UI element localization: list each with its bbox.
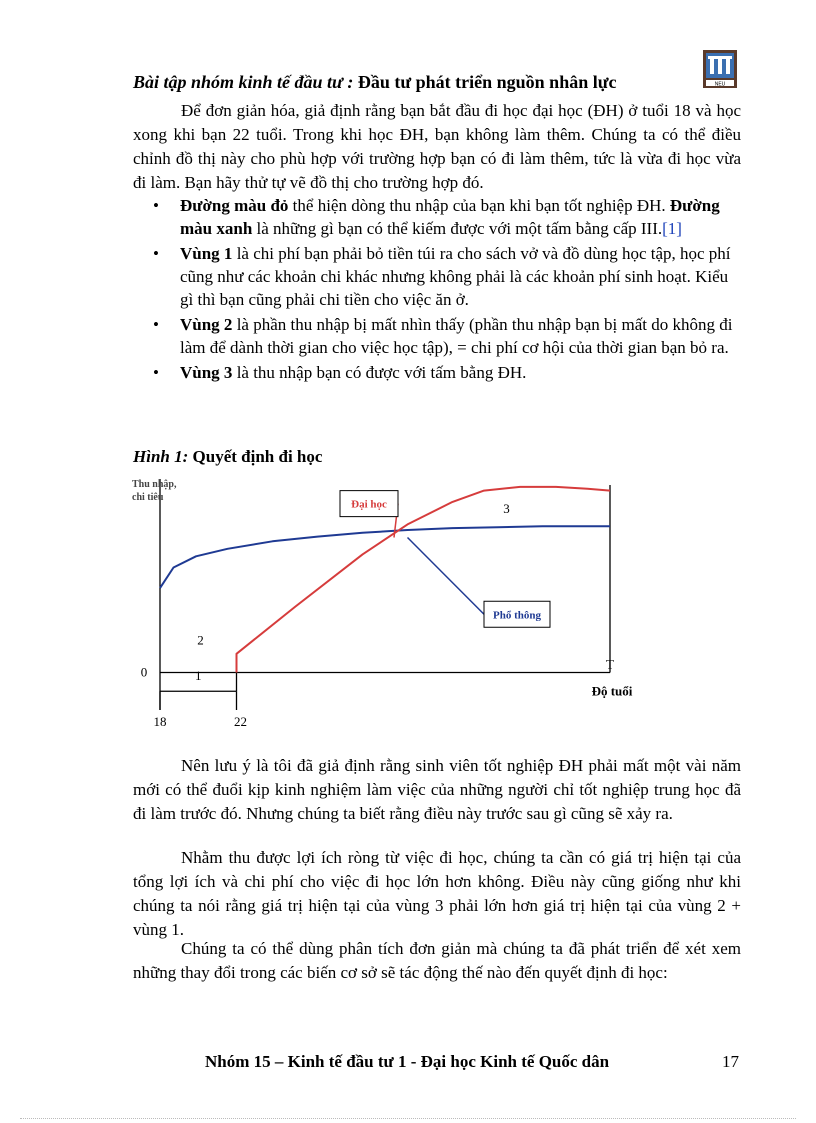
bullet-item <box>133 313 743 359</box>
footnote-link[interactable]: [1] <box>662 219 682 238</box>
figure-label: Hình 1: <box>133 447 189 466</box>
region-label-3: 3 <box>503 501 510 517</box>
intro-paragraph: Để đơn giản hóa, giả định rằng bạn bắt đầu đi học đại học (ĐH) ở tuổi 18 và học xong khi bạn 22 tuổi. Trong khi học ĐH, bạn không làm thêm. Chúng ta có thể điều chỉnh đồ thị này cho phù hợp với trường hợp bạn có đi làm thêm, tức là vừa đi học vừa đi làm. Bạn hãy thử tự vẽ đồ thị cho trường hợp đó. <box>133 101 741 192</box>
bullet-text: là phần thu nhập bị mất nhìn thấy (phần thu nhập bạn bị mất do không đi làm để dành thời gian cho việc học tập), = chi phí cơ hội của thời gian bạn bỏ ra. <box>180 315 733 357</box>
education-decision-chart <box>120 465 680 755</box>
heading-lead: Bài tập nhóm kinh tế đầu tư : <box>133 72 358 92</box>
bullet-item <box>133 361 743 384</box>
x-tick-T: T <box>606 656 614 672</box>
region-label-2: 2 <box>197 632 204 648</box>
series-line-dai-hoc <box>237 487 611 673</box>
bullet-bold: Đường màu xanh <box>180 196 720 238</box>
bullet-icon: • <box>153 244 159 263</box>
logo-label: NEU <box>714 81 726 88</box>
body-paragraph: Nhằm thu được lợi ích ròng từ việc đi học, chúng ta cần có giá trị hiện tại của tổng lợi ích và chi phí cho việc đi học lớn hơn không. Điều này cũng giống như khi chúng ta nói rằng giá trị hiện tại của vùng 3 phải lớn hơn giá trị hiện tại của vùng 2 + vùng 1. <box>133 848 741 939</box>
page-footer: Nhóm 15 – Kinh tế đầu tư 1 - Đại học Kinh tế Quốc dân <box>205 1052 610 1071</box>
bullet-text: là thu nhập bạn có được với tấm bằng ĐH. <box>232 363 527 382</box>
heading-title: Đầu tư phát triển nguồn nhân lực <box>357 72 617 92</box>
bullet-list <box>133 194 743 386</box>
x-tick-18: 18 <box>153 714 167 729</box>
series-line-pho-thong <box>160 526 610 588</box>
bullet-item <box>133 194 743 240</box>
bullet-icon: • <box>153 363 159 382</box>
bullet-bold: Vùng 3 <box>180 363 233 382</box>
section-heading <box>133 71 693 93</box>
body-paragraph: Nên lưu ý là tôi đã giả định rằng sinh viên tốt nghiệp ĐH phải mất một vài năm mới có thể đuổi kịp kinh nghiệm làm việc của những người chỉ tốt nghiệp trung học đã đi làm trước đó. Nhưng chúng ta biết rằng điều này trước sau gì cũng sẽ xảy ra. <box>133 756 741 823</box>
page-number: 17 <box>722 1052 739 1071</box>
bullet-text: là chi phí bạn phải bỏ tiền túi ra cho sách vở và đồ dùng học tập, học phí cũng như các khoản chi khác nhưng không phải là các khoản phí sinh hoạt. Kiểu gì thì bạn cũng phải chi tiền cho việc ăn ở. <box>180 244 731 309</box>
x-tick-22: 22 <box>234 714 247 729</box>
page-bottom-divider <box>20 1118 796 1119</box>
bullet-bold: Vùng 1 <box>180 244 233 263</box>
bullet-icon: • <box>153 315 159 334</box>
university-logo-icon <box>703 50 737 88</box>
callout-label: Phổ thông <box>493 609 541 622</box>
bullet-bold: Vùng 2 <box>180 315 233 334</box>
figure-title: Quyết định đi học <box>188 447 323 466</box>
bullet-item <box>133 242 743 311</box>
bullet-text: thể hiện dòng thu nhập của bạn khi bạn tốt nghiệp ĐH. <box>288 196 670 215</box>
body-paragraph: Chúng ta có thể dùng phân tích đơn giản mà chúng ta đã phát triển để xét xem những thay đổi trong các biến cơ sở sẽ tác động thế nào đến quyết định đi học: <box>133 939 741 982</box>
y-axis-label-line2: chi tiêu <box>132 492 164 503</box>
x-axis-label: Độ tuổi <box>591 683 633 699</box>
y-axis-label-line1: Thu nhập, <box>132 479 177 490</box>
bullet-bold: Đường màu đỏ <box>180 196 289 215</box>
region-label-1: 1 <box>195 668 202 683</box>
callout-label: Đại học <box>351 498 387 511</box>
bullet-text: là những gì bạn có thể kiếm được với một tấm bằng cấp III. <box>252 219 663 238</box>
bullet-icon: • <box>153 196 159 215</box>
callout-leader <box>408 538 485 615</box>
y-zero-label: 0 <box>140 664 148 680</box>
